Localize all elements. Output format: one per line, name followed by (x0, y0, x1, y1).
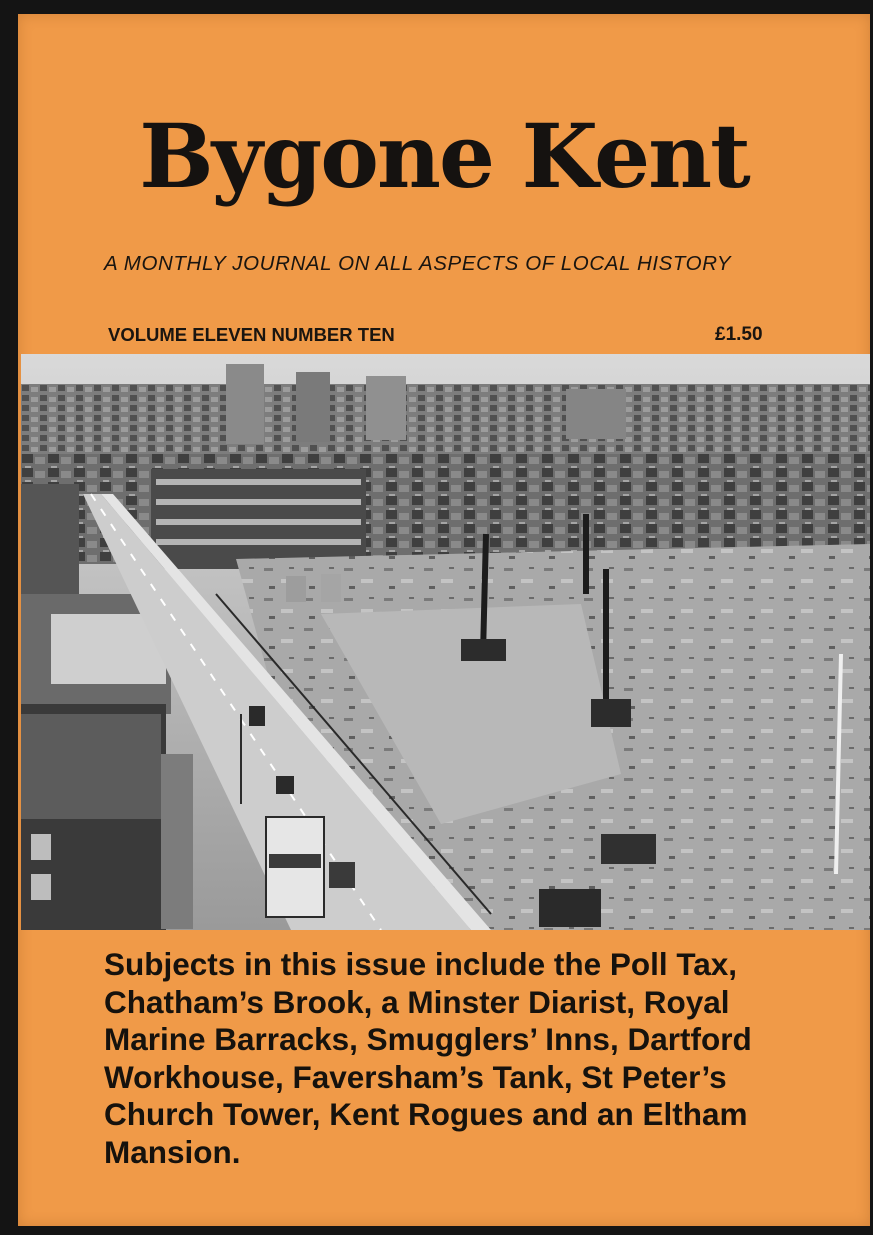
blurb-line: Chatham’s Brook, a Minster Diarist, Royal (104, 983, 730, 1020)
blurb-line: Church Tower, Kent Rogues and an Eltham (104, 1096, 748, 1132)
blurb-line: Subjects in this issue include the Poll Tax, (104, 946, 738, 982)
blurb-line: Mansion. (104, 1133, 241, 1170)
magazine-title: Bygone Kent (139, 104, 749, 208)
blurb-line: Workhouse, Faversham’s Tank, St Peter’s (104, 1058, 727, 1095)
magazine-cover (18, 14, 870, 1226)
magazine-subtitle: A MONTHLY JOURNAL ON ALL ASPECTS OF LOCAL HISTORY (104, 252, 732, 275)
blurb-line: Marine Barracks, Smugglers’ Inns, Dartford (104, 1021, 752, 1057)
issue-price: £1.50 (715, 324, 763, 345)
cover-photo (21, 354, 870, 930)
issue-volume: VOLUME ELEVEN NUMBER TEN (108, 324, 395, 345)
contents-blurb (104, 946, 824, 1171)
